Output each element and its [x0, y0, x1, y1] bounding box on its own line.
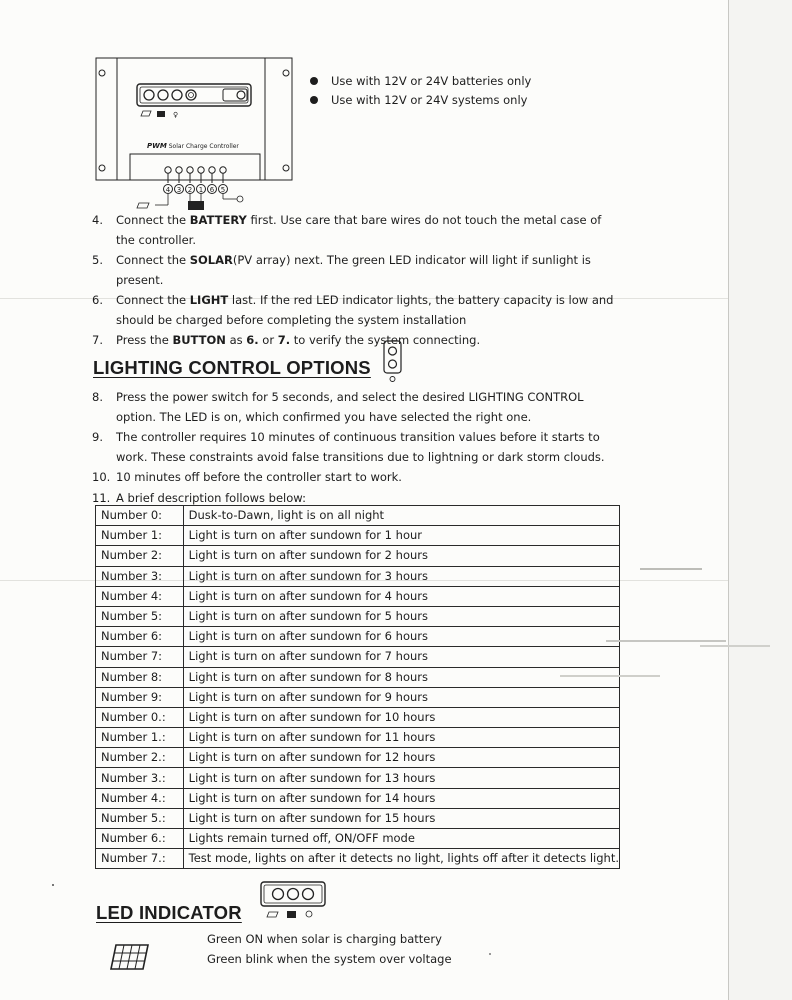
button-panel-icon: [382, 340, 404, 384]
option-description: Light is turn on after sundown for 10 hours: [183, 707, 619, 727]
option-description: Light is turn on after sundown for 3 hours: [183, 566, 619, 586]
option-description: Light is turn on after sundown for 15 hours: [183, 808, 619, 828]
option-row: [96, 829, 620, 849]
option-number: Number 0.:: [96, 707, 184, 727]
option-description: Dusk-to-Dawn, light is on all night: [183, 506, 619, 526]
option-number: Number 7.:: [96, 849, 184, 869]
terminal-number: 1: [196, 184, 206, 194]
option-number: Number 3:: [96, 566, 184, 586]
option-number: Number 4.:: [96, 788, 184, 808]
scan-streak: [700, 645, 770, 647]
scan-streak: [560, 675, 660, 677]
option-description: Light is turn on after sundown for 6 hours: [183, 627, 619, 647]
option-number: Number 1.:: [96, 728, 184, 748]
step-item: 8. Press the power switch for 5 seconds, and select the desired LIGHTING CONTROL option. The LED is on, which confirmed you have selected the right one.: [92, 390, 584, 424]
solar-panel-icon: [110, 943, 150, 971]
option-row: [96, 849, 620, 869]
connection-steps: [92, 211, 622, 352]
option-row: [96, 667, 620, 687]
option-row: [96, 606, 620, 626]
scan-streak: [606, 640, 726, 642]
option-description: Light is turn on after sundown for 5 hours: [183, 606, 619, 626]
option-number: Number 5.:: [96, 808, 184, 828]
option-row: [96, 566, 620, 586]
option-number: Number 7:: [96, 647, 184, 667]
controller-label: PWM Solar Charge Controller: [147, 142, 239, 150]
option-description: Light is turn on after sundown for 1 hour: [183, 526, 619, 546]
option-number: Number 2.:: [96, 748, 184, 768]
spec-item: Use with 12V or 24V batteries only: [310, 72, 531, 91]
svg-text:♀: ♀: [173, 111, 179, 119]
option-description: Light is turn on after sundown for 13 hours: [183, 768, 619, 788]
option-row: [96, 586, 620, 606]
option-row: [96, 768, 620, 788]
option-number: Number 6.:: [96, 829, 184, 849]
option-description: Light is turn on after sundown for 14 hours: [183, 788, 619, 808]
controller-diagram: [95, 57, 293, 194]
option-description: Light is turn on after sundown for 2 hours: [183, 546, 619, 566]
option-number: Number 9:: [96, 687, 184, 707]
scan-streak: [640, 568, 702, 570]
lighting-control-heading: LIGHTING CONTROL OPTIONS: [93, 357, 371, 378]
lighting-steps: [92, 388, 622, 509]
led-description: Green blink when the system over voltage: [207, 952, 452, 966]
option-row: [96, 687, 620, 707]
step-item: 10. 10 minutes off before the controller start to work.: [92, 470, 402, 484]
spec-list: [310, 72, 531, 110]
option-number: Number 1:: [96, 526, 184, 546]
terminal-number: 5: [218, 184, 228, 194]
option-description: Test mode, lights on after it detects no light, lights off after it detects light.: [183, 849, 619, 869]
option-row: [96, 728, 620, 748]
option-description: Light is turn on after sundown for 4 hours: [183, 586, 619, 606]
terminal-number: 3: [174, 184, 184, 194]
option-row: [96, 748, 620, 768]
option-number: Number 6:: [96, 627, 184, 647]
spec-item: Use with 12V or 24V systems only: [310, 91, 531, 110]
option-number: Number 4:: [96, 586, 184, 606]
option-row: [96, 788, 620, 808]
option-row: [96, 526, 620, 546]
option-row: [96, 627, 620, 647]
option-row: [96, 647, 620, 667]
option-number: Number 5:: [96, 606, 184, 626]
scan-speck: [52, 884, 54, 886]
option-description: Light is turn on after sundown for 9 hours: [183, 687, 619, 707]
led-indicator-heading: LED INDICATOR: [96, 902, 242, 923]
option-number: Number 8:: [96, 667, 184, 687]
led-panel-icon: [259, 880, 327, 922]
option-description: Lights remain turned off, ON/OFF mode: [183, 829, 619, 849]
option-number: Number 0:: [96, 506, 184, 526]
step-item: 6. Connect the LIGHT last. If the red LED indicator lights, the battery capacity is low and should be charged before completing the system installation: [92, 293, 614, 327]
option-description: Light is turn on after sundown for 11 hours: [183, 728, 619, 748]
led-description: Green ON when solar is charging battery: [207, 932, 442, 946]
option-description: Light is turn on after sundown for 8 hours: [183, 667, 619, 687]
terminal-number: 4: [163, 184, 173, 194]
terminal-number: 6: [207, 184, 217, 194]
step-item: 4. Connect the BATTERY first. Use care that bare wires do not touch the metal case of the controller.: [92, 213, 602, 247]
option-row: [96, 546, 620, 566]
scan-speck: [489, 953, 491, 955]
option-row: [96, 506, 620, 526]
option-number: Number 3.:: [96, 768, 184, 788]
option-description: Light is turn on after sundown for 7 hours: [183, 647, 619, 667]
step-item: 9. The controller requires 10 minutes of continuous transition values before it starts to work. These constraints avoid false transitions due to lightning or dark storm clouds.: [92, 430, 605, 464]
option-row: [96, 707, 620, 727]
option-description: Light is turn on after sundown for 12 hours: [183, 748, 619, 768]
option-number: Number 2:: [96, 546, 184, 566]
controller-outline-icon: [95, 57, 295, 217]
option-row: [96, 808, 620, 828]
step-item: 5. Connect the SOLAR(PV array) next. The green LED indicator will light if sunlight is present.: [92, 253, 591, 287]
lighting-options-table: [95, 505, 620, 869]
terminal-number: 2: [185, 184, 195, 194]
step-item: 11. A brief description follows below:: [92, 490, 306, 505]
step-item: 7. Press the BUTTON as 6. or 7. to verify the system connecting.: [92, 333, 481, 347]
